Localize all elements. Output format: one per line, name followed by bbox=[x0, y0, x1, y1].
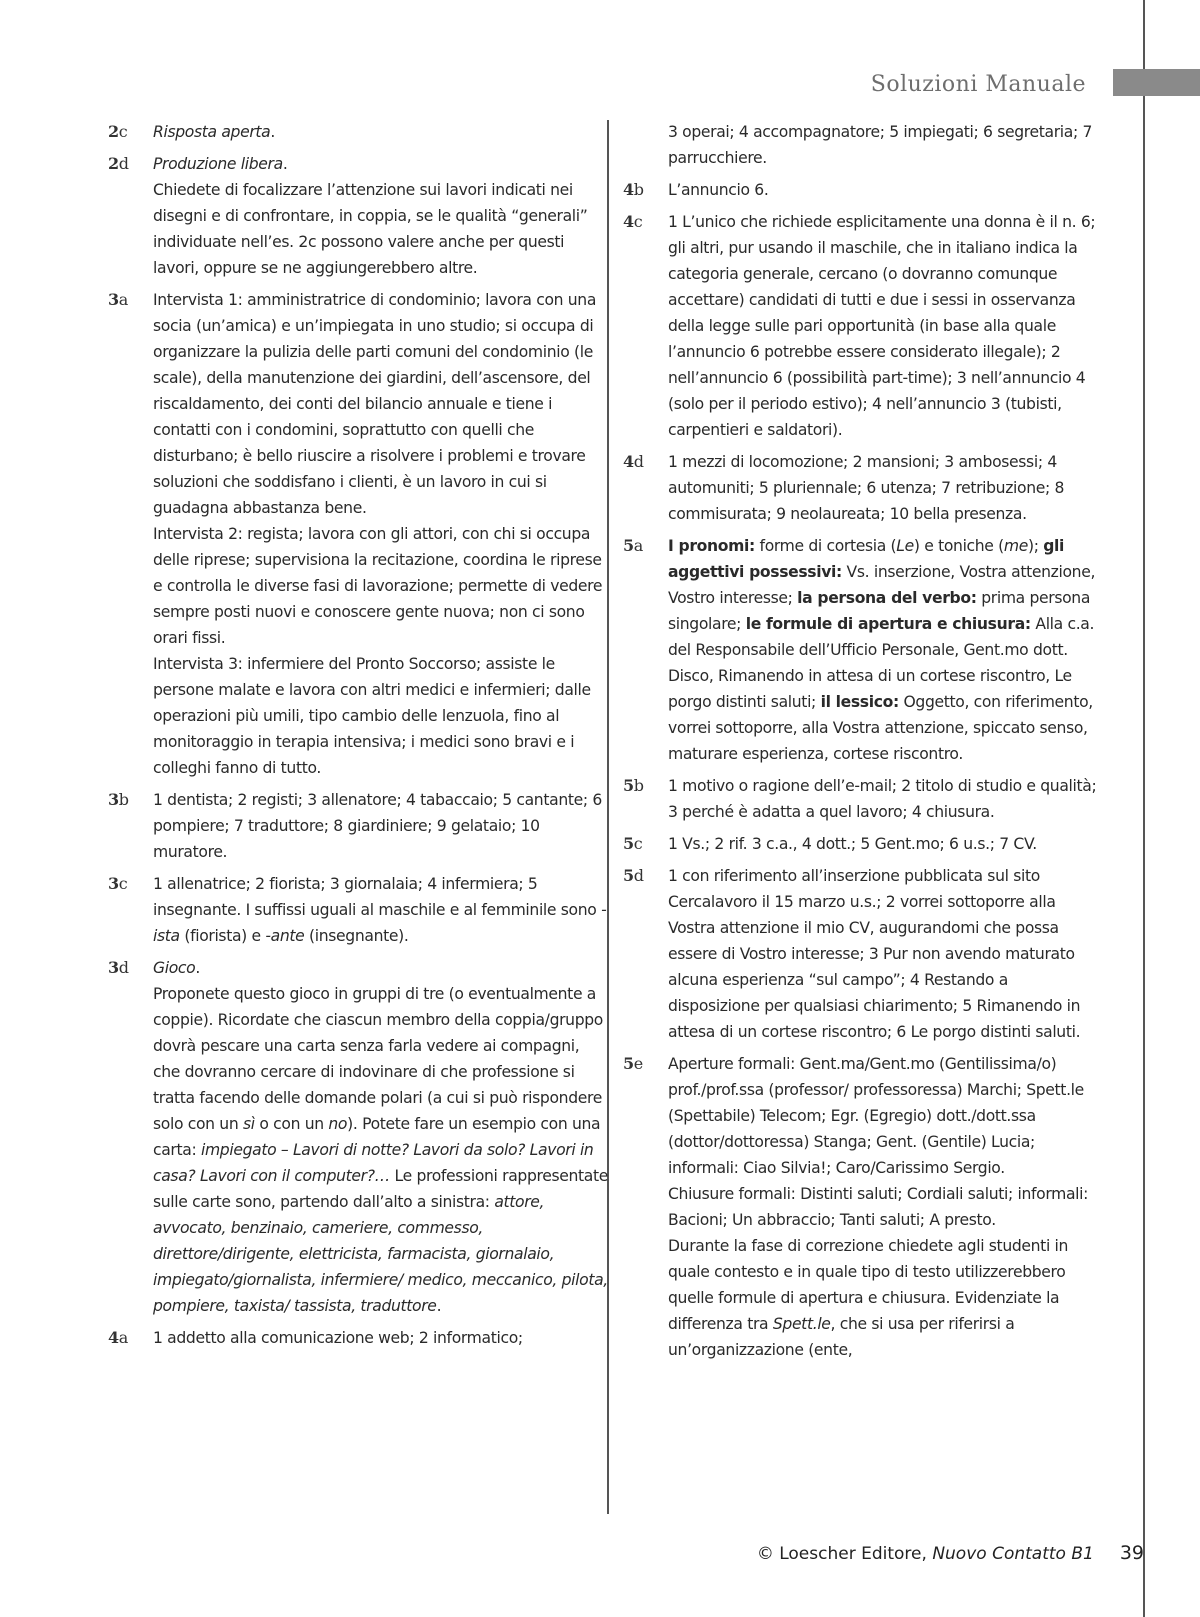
exercise-2d: 2d Produzione libera. Chiedete di focalizzare l’attenzione sui lavori indicati nei disegni e di confrontare, in coppia, se le qualità “generali” individuate nell’es. 2c possono valere anche per questi lavori, oppure se ne aggiungerebbero altre. bbox=[108, 151, 608, 281]
right-column bbox=[623, 119, 1101, 1369]
exercise-number: 3a bbox=[108, 290, 128, 309]
exercise-number: 3c bbox=[108, 874, 128, 893]
exercise-number: 5b bbox=[623, 776, 644, 795]
exercise-number: 5e bbox=[623, 1054, 643, 1073]
header-band bbox=[1113, 69, 1200, 96]
exercise-2c: 2c Risposta aperta. bbox=[108, 119, 608, 145]
exercise-number: 4d bbox=[623, 452, 644, 471]
page-footer bbox=[757, 1542, 1144, 1564]
exercise-number: 3d bbox=[108, 958, 129, 977]
exercise-number: 5c bbox=[623, 834, 643, 853]
exercise-3c: 3c 1 allenatrice; 2 fiorista; 3 giornalaia; 4 infermiera; 5 insegnante. I suffissi uguali al maschile e al femminile sono -ista (fiorista) e -ante (insegnante). bbox=[108, 871, 608, 949]
exercise-number: 5a bbox=[623, 536, 643, 555]
publisher-credit: © Loescher Editore, bbox=[756, 1544, 933, 1564]
exercise-5a: 5a I pronomi: forme di cortesia (Le) e toniche (me); gli aggettivi possessivi: Vs. inserzione, Vostra attenzione, Vostro interesse; la persona del verbo: prima persona singolare; le formule di apertura e chiusura: Alla c.a. del Responsabile dell’Ufficio Personale, Gent.mo dott. Disco, Rimanendo in attesa di un cortese riscontro, Le porgo distinti saluti; il lessico: Oggetto, con riferimento, vorrei sottoporre, alla Vostra attenzione, spiccato senso, maturare esperienza, cortese riscontro. bbox=[623, 533, 1101, 767]
page-edge-line bbox=[1143, 0, 1145, 1617]
left-column bbox=[108, 119, 608, 1357]
exercise-3a: 3a Intervista 1: amministratrice di condominio; lavora con una socia (un’amica) e un’impiegata in uno studio; si occupa di organizzare la pulizia delle parti comuni del condominio (le scale), della manutenzione dei giardini, dell’ascensore, del riscaldamento, dei conti del bilancio annuale e tiene i contatti con i condomini, soprattutto con quelli che disturbano; è bello riuscire a risolvere i problemi e trovare soluzioni che soddisfano i clienti, è un lavoro in cui si guadagna abbastanza bene. Intervista 2: regista; lavora con gli attori, con chi si occupa delle riprese; supervisiona la recitazione, coordina le riprese e controlla le diverse fasi di lavorazione; permette di vedere sempre posti nuovi e conoscere gente nuova; non ci sono orari fissi. Intervista 3: infermiere del Pronto Soccorso; assiste le persone malate e lavora con altri medici e infermieri; dalle operazioni più umili, tipo cambio delle lenzuola, fino al monitoraggio in terapia intensiva; i medici sono bravi e i colleghi fanno di tutto. bbox=[108, 287, 608, 781]
exercise-5c: 5c 1 Vs.; 2 rif. 3 c.a., 4 dott.; 5 Gent.mo; 6 u.s.; 7 CV. bbox=[623, 831, 1101, 857]
exercise-4b: 4b L’annuncio 6. bbox=[623, 177, 1101, 203]
exercise-number: 4c bbox=[623, 212, 643, 231]
exercise-5d: 5d 1 con riferimento all’inserzione pubblicata sul sito Cercalavoro il 15 marzo u.s.; 2 vorrei sottoporre alla Vostra attenzione il mio CV, augurandomi che possa essere di Vostro interesse; 3 Pur non avendo maturato alcuna esperienza “sul campo”; 4 Restando a disposizione per qualsiasi chiarimento; 5 Rimanendo in attesa di un cortese riscontro; 6 Le porgo distinti saluti. bbox=[623, 863, 1101, 1045]
exercise-number: 2d bbox=[108, 154, 129, 173]
exercise-3d: 3d Gioco. Proponete questo gioco in gruppi di tre (o eventualmente a coppie). Ricordate che ciascun membro della coppia/gruppo dovrà pescare una carta senza farla vedere ai compagni, che dovranno cercare di indovinare di che professione si tratta facendo delle domande polari (a cui si può rispondere solo con un sì o con un no). Potete fare un esempio con una carta: impiegato – Lavori di notte? Lavori da solo? Lavori in casa? Lavori con il computer?… Le professioni rappresentate sulle carte sono, partendo dall’alto a sinistra: attore, avvocato, benzinaio, cameriere, commesso, direttore/dirigente, elettricista, farmacista, giornalaio, impiegato/giornalista, infermiere/ medico, meccanico, pilota, pompiere, taxista/ tassista, traduttore. bbox=[108, 955, 608, 1319]
exercise-5e: 5e Aperture formali: Gent.ma/Gent.mo (Gentilissima/o) prof./prof.ssa (professor/ professoressa) Marchi; Spett.le (Spettabile) Telecom; Egr. (Egregio) dott./dott.ssa (dottor/dottoressa) Stanga; Gent. (Gentile) Lucia; informali: Ciao Silvia!; Caro/Carissimo Sergio. Chiusure formali: Distinti saluti; Cordiali saluti; informali: Bacioni; Un abbraccio; Tanti saluti; A presto. Durante la fase di correzione chiedete agli studenti in quale contesto e in quale tipo di testo utilizzerebbero quelle formule di apertura e chiusura. Evidenziate la differenza tra Spett.le, che si usa per riferirsi a un’organizzazione (ente, bbox=[623, 1051, 1101, 1363]
exercise-5b: 5b 1 motivo o ragione dell’e-mail; 2 titolo di studio e qualità; 3 perché è adatta a quel lavoro; 4 chiusura. bbox=[623, 773, 1101, 825]
exercise-4c: 4c 1 L’unico che richiede esplicitamente una donna è il n. 6; gli altri, pur usando il maschile, che in italiano indica la categoria generale, cercano (o dovranno comunque accettare) candidati di tutti e due i sessi in osservanza della legge sulle pari opportunità (in base alla quale l’annuncio 6 potrebbe essere considerato illegale); 2 nell’annuncio 6 (possibilità part-time); 3 nell’annuncio 4 (solo per il periodo estivo); 4 nell’annuncio 3 (tubisti, carpentieri e saldatori). bbox=[623, 209, 1101, 443]
page-number: 39 bbox=[1119, 1542, 1144, 1564]
exercise-number: 4b bbox=[623, 180, 644, 199]
page-header-title: Soluzioni Manuale bbox=[870, 72, 1086, 97]
exercise-3b: 3b 1 dentista; 2 registi; 3 allenatore; 4 tabaccaio; 5 cantante; 6 pompiere; 7 traduttore; 8 giardiniere; 9 gelataio; 10 muratore. bbox=[108, 787, 608, 865]
exercise-4a-continued: 3 operai; 4 accompagnatore; 5 impiegati; 6 segretaria; 7 parrucchiere. bbox=[668, 123, 1093, 167]
exercise-4d: 4d 1 mezzi di locomozione; 2 mansioni; 3 ambosessi; 4 automuniti; 5 pluriennale; 6 utenza; 7 retribuzione; 8 commisurata; 9 neolaureata; 10 bella presenza. bbox=[623, 449, 1101, 527]
exercise-number: 4a bbox=[108, 1328, 128, 1347]
exercise-number: 2c bbox=[108, 122, 128, 141]
exercise-number: 3b bbox=[108, 790, 129, 809]
book-title: Nuovo Contatto B1 bbox=[932, 1544, 1094, 1564]
exercise-4a: 4a 1 addetto alla comunicazione web; 2 informatico; bbox=[108, 1325, 608, 1351]
exercise-number: 5d bbox=[623, 866, 644, 885]
